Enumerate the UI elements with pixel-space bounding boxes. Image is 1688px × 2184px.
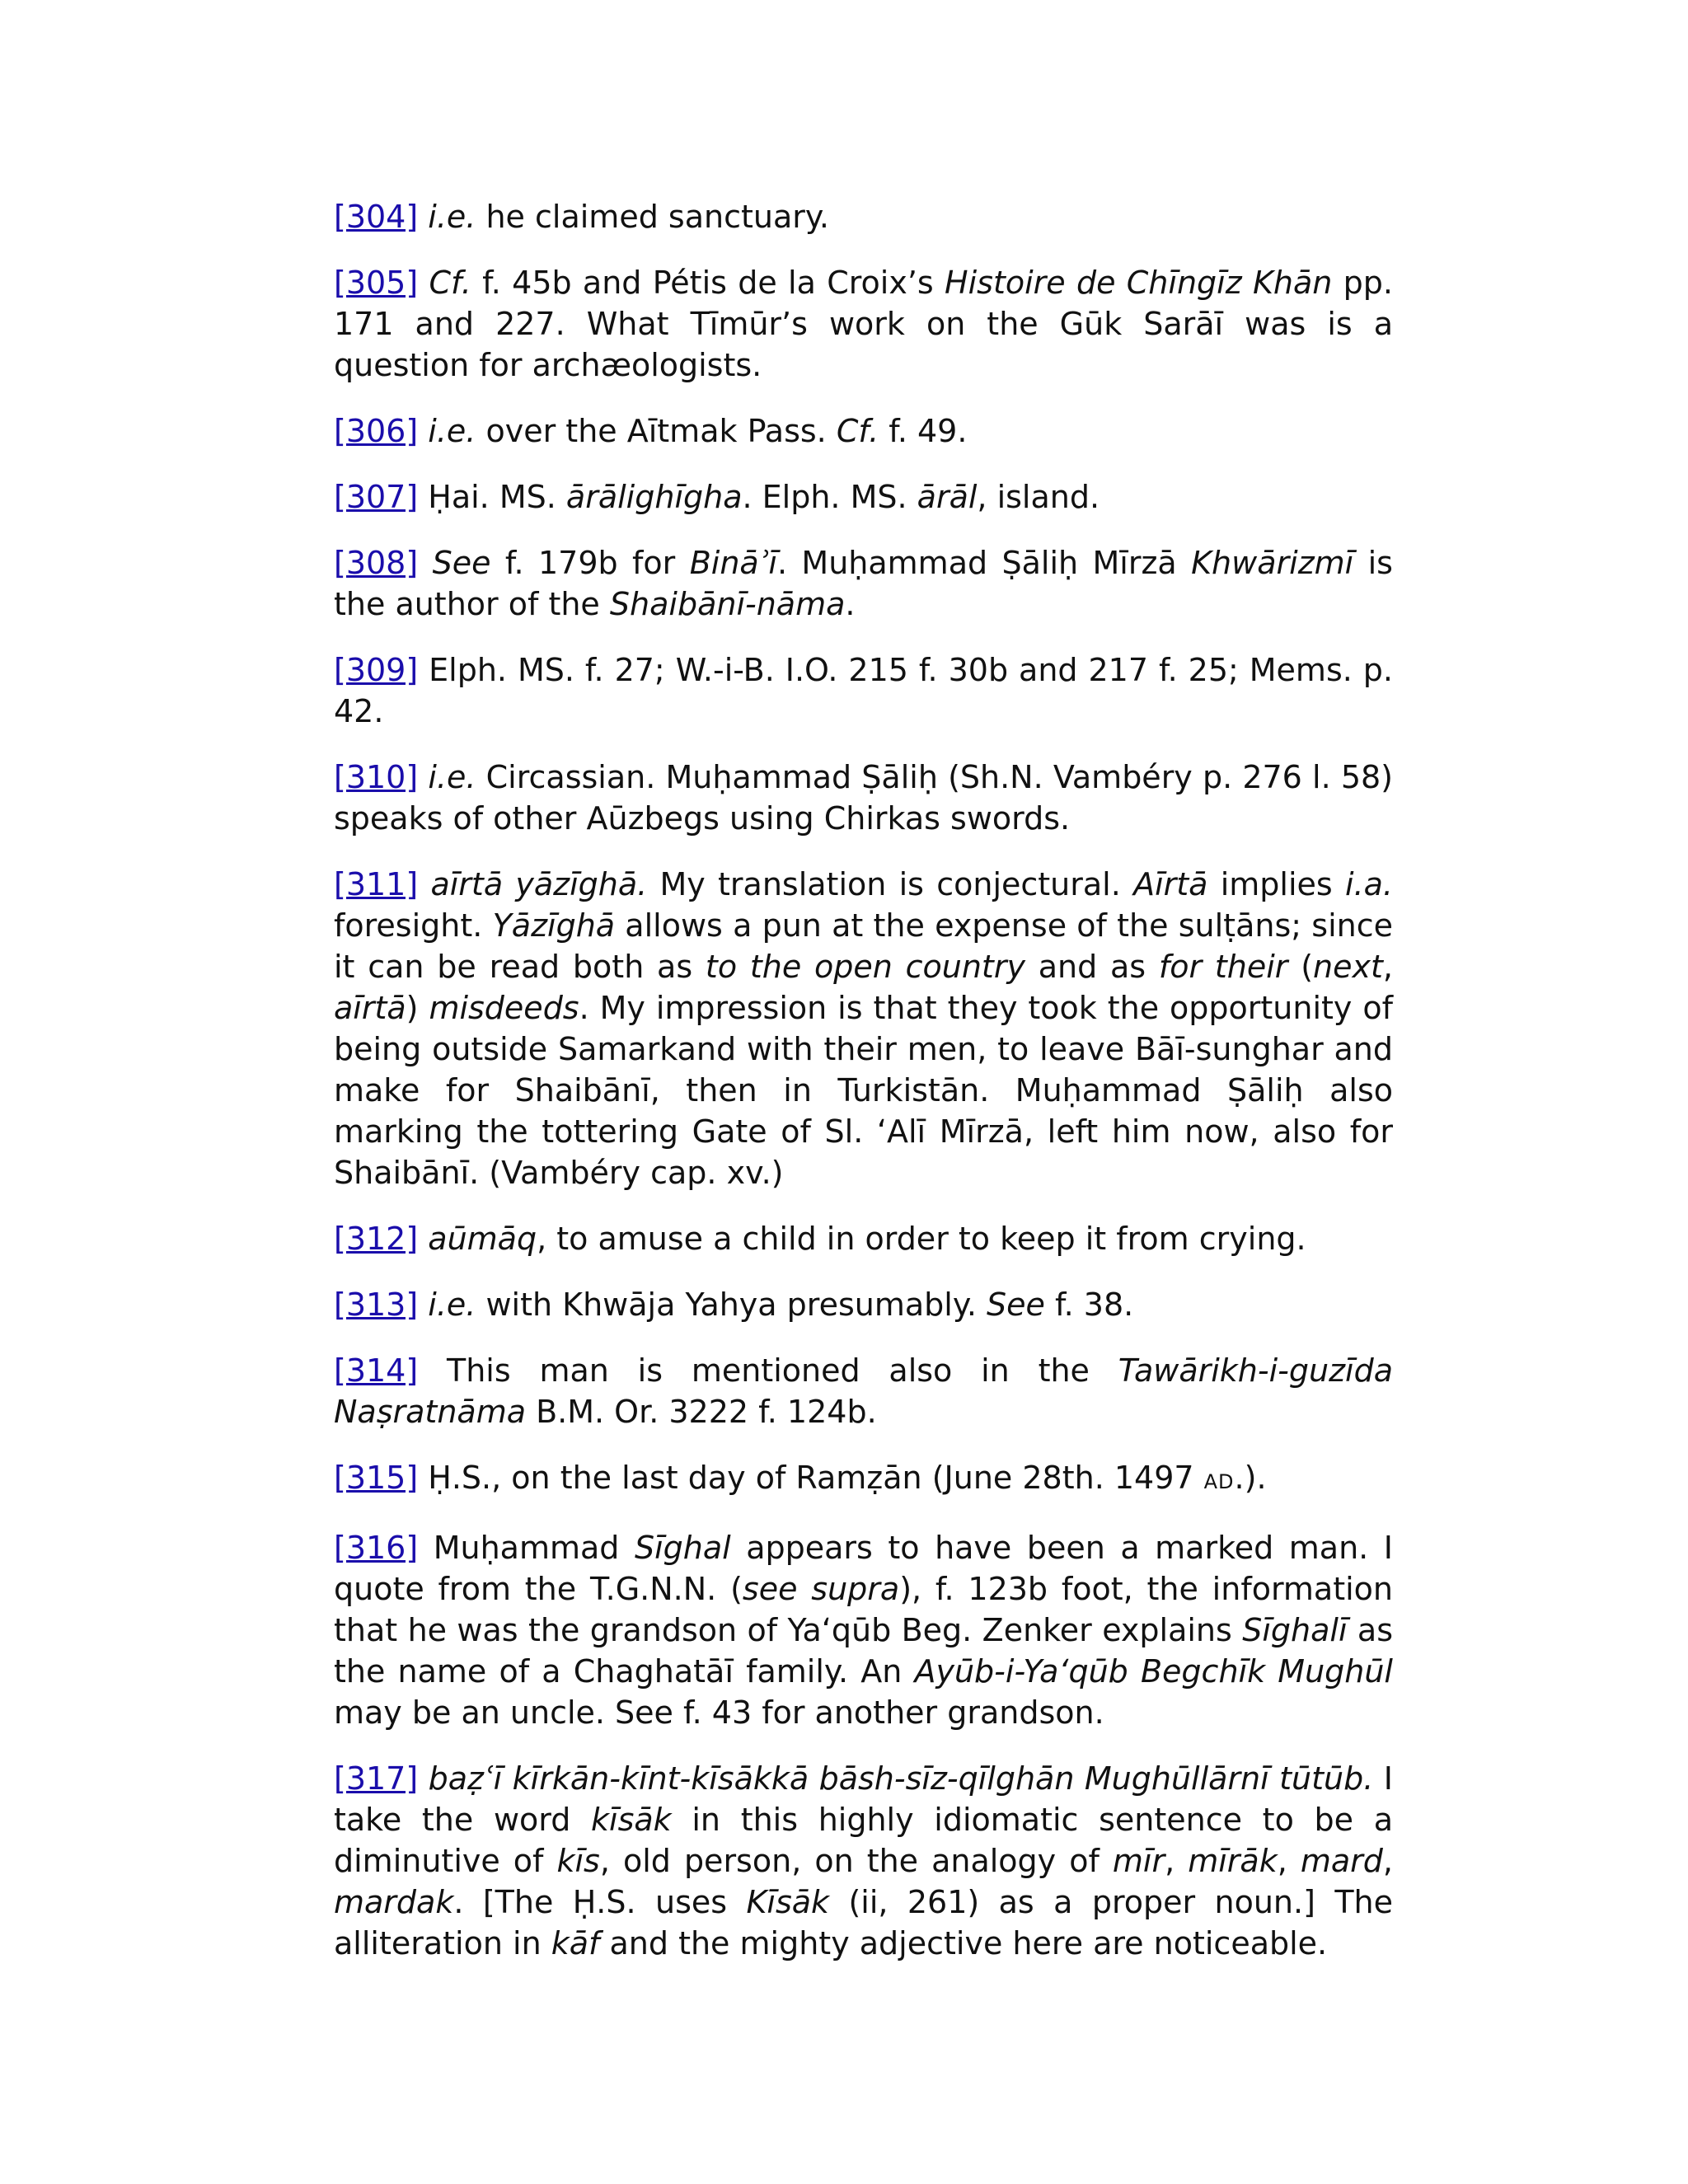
- footnote: [334, 1527, 1393, 1733]
- footnote-italic-text: i.e.: [428, 413, 476, 449]
- footnote-ref-link[interactable]: [308]: [334, 545, 419, 581]
- footnote-text: [418, 265, 429, 301]
- footnote-text: f. 179b for: [490, 545, 690, 581]
- footnote-italic-text: kīs: [556, 1843, 600, 1879]
- footnote: [334, 542, 1393, 625]
- footnote-italic-text: Bināʾī: [689, 545, 777, 581]
- footnote-text: implies: [1207, 866, 1345, 902]
- footnote-text: . My impression is that they took the opportunity of being outside Samarkand with their men, to leave Bāī-sunghar and make for Shaibānī, then in Turkistān. Muḥammad Ṣāliḥ also marking the tottering Gate of Sl. ‘Alī Mīrzā, left him now, also for Shaibānī. (Vambéry cap. xv.): [334, 990, 1393, 1191]
- footnote-text: . Elph. MS.: [742, 479, 917, 515]
- footnote-ref-link[interactable]: [316]: [334, 1530, 419, 1566]
- footnote-text: as the name of a Chaghatāī family. An: [334, 1612, 1393, 1690]
- footnote-italic-text: misdeeds: [429, 990, 579, 1026]
- footnote-text: , to amuse a child in order to keep it from crying.: [537, 1221, 1306, 1257]
- footnote-ref-link[interactable]: [313]: [334, 1286, 419, 1323]
- footnote-text: Ḥ.S., on the last day of Ramẓān (June 28th. 1497: [418, 1460, 1204, 1496]
- footnote-text: he claimed sanctuary.: [476, 199, 830, 235]
- footnote-text: , island.: [977, 479, 1100, 515]
- footnote-text: [418, 1286, 428, 1323]
- footnote-text: may be an uncle. See f. 43 for another grandson.: [334, 1694, 1104, 1731]
- footnote-ref-link[interactable]: [310]: [334, 759, 419, 795]
- footnote-italic-text: kīsāk: [591, 1802, 672, 1838]
- footnote-text: in this highly idiomatic sentence to be a diminutive of: [334, 1802, 1393, 1879]
- footnote-text: over the Aītmak Pass.: [476, 413, 837, 449]
- footnote-ref-link[interactable]: [312]: [334, 1221, 419, 1257]
- footnote-text: ,: [1382, 1843, 1393, 1879]
- footnote-text: and as: [1025, 949, 1159, 985]
- footnote-text: [418, 413, 428, 449]
- footnote-italic-text: Sīghal: [634, 1530, 731, 1566]
- footnote-ref-link[interactable]: [314]: [334, 1352, 419, 1389]
- footnote-text: [418, 1221, 428, 1257]
- footnote-text: .).: [1234, 1460, 1267, 1496]
- footnote-text: , old person, on the analogy of: [599, 1843, 1113, 1879]
- footnote-text: allows a pun at the expense of the sulṭāns; since it can be read both as: [334, 907, 1393, 985]
- footnote-text: . Muḥammad Ṣāliḥ Mīrzā: [776, 545, 1192, 581]
- footnote-italic-text: Histoire de Chīngīz Khān: [945, 265, 1333, 301]
- footnote-italic-text: See: [432, 545, 491, 581]
- footnote-italic-text: Shaibānī-nāma: [609, 586, 846, 622]
- footnote-italic-text: aūmāq: [428, 1221, 537, 1257]
- footnote-text: is the author of the: [334, 545, 1393, 622]
- footnote-text: with Khwāja Yahya presumably.: [476, 1286, 987, 1323]
- footnote-italic-text: kāf: [551, 1925, 600, 1961]
- footnote-italic-text: mard: [1300, 1843, 1383, 1879]
- footnote-italic-text: Cf.: [836, 413, 879, 449]
- footnote-italic-text: Yāzīghā: [492, 907, 616, 944]
- footnote: [334, 1284, 1393, 1325]
- footnote-ref-link[interactable]: [315]: [334, 1460, 419, 1496]
- footnote-text: ,: [1277, 1843, 1301, 1879]
- footnote-italic-text: Khwārizmī: [1191, 545, 1354, 581]
- footnote-italic-text: for their: [1158, 949, 1288, 985]
- footnote-italic-text: to the open country: [705, 949, 1025, 985]
- footnote-ref-link[interactable]: [307]: [334, 479, 419, 515]
- footnote-italic-text: i.e.: [428, 199, 476, 235]
- footnote-ref-link[interactable]: [309]: [334, 652, 419, 688]
- footnote-italic-text: aīrtā yāzīghā.: [430, 866, 648, 902]
- footnote-text: appears to have been a marked man. I quote from the T.G.N.N. (: [334, 1530, 1393, 1607]
- footnote: [334, 1350, 1393, 1432]
- footnote-italic-text: ārālighīgha: [565, 479, 743, 515]
- footnote-text: My translation is conjectural.: [647, 866, 1134, 902]
- footnote-ref-link[interactable]: [305]: [334, 265, 419, 301]
- footnote-italic-text: Tawārikh-i-guzīda Naṣratnāma: [334, 1352, 1393, 1430]
- footnote-text: pp. 171 and 227. What Tīmūr’s work on the Gūk Sarāī was is a question for archæologists.: [334, 265, 1393, 383]
- footnote-text: Ḥai. MS.: [418, 479, 566, 515]
- footnote-text: .: [845, 586, 856, 622]
- footnote-text: Circassian. Muḥammad Ṣāliḥ (Sh.N. Vambéry p. 276 l. 58) speaks of other Aūzbegs using Chirkas swords.: [334, 759, 1393, 837]
- footnote: [334, 196, 1393, 237]
- footnote-italic-text: ārāl: [917, 479, 978, 515]
- footnote-text: This man is mentioned also in the: [418, 1352, 1118, 1389]
- footnote-ref-link[interactable]: [304]: [334, 199, 419, 235]
- footnote-italic-text: aīrtā: [334, 990, 406, 1026]
- footnote-text: [418, 759, 428, 795]
- footnote-text: [418, 199, 428, 235]
- footnote-italic-text: i.e.: [428, 1286, 476, 1323]
- footnote-text: ,: [1382, 949, 1393, 985]
- footnote-italic-text: Kīsāk: [746, 1884, 830, 1920]
- footnote: [334, 1758, 1393, 1964]
- footnote-text: f. 49.: [879, 413, 968, 449]
- footnote-text: (: [1287, 949, 1314, 985]
- footnote-italic-text: mīr: [1112, 1843, 1165, 1879]
- footnote-text: ), f. 123b foot, the information that he was the grandson of Ya‘qūb Beg. Zenker explains: [334, 1571, 1393, 1648]
- footnote-list: [334, 196, 1393, 1989]
- footnote: [334, 649, 1393, 732]
- footnote-ref-link[interactable]: [306]: [334, 413, 419, 449]
- footnote-text: [418, 866, 430, 902]
- footnote: [334, 1218, 1393, 1259]
- footnote-text: ,: [1165, 1843, 1189, 1879]
- footnote-smallcaps-text: AD: [1203, 1470, 1235, 1493]
- footnote: [334, 864, 1393, 1193]
- footnote-text: foresight.: [334, 907, 493, 944]
- footnote-text: [418, 545, 432, 581]
- footnote: [334, 476, 1393, 518]
- footnote-italic-text: Cf.: [429, 265, 471, 301]
- footnote-text: ): [406, 990, 429, 1026]
- footnote-ref-link[interactable]: [317]: [334, 1760, 419, 1797]
- footnote-italic-text: see supra: [742, 1571, 900, 1607]
- footnote-italic-text: mardak: [334, 1884, 454, 1920]
- footnote: [334, 1457, 1393, 1502]
- footnote-text: (ii, 261) as a proper noun.] The alliteration in: [334, 1884, 1393, 1961]
- footnote-text: [418, 1760, 428, 1797]
- footnote-italic-text: next: [1313, 949, 1383, 985]
- footnote-italic-text: See: [987, 1286, 1045, 1323]
- footnote-italic-text: i.a.: [1344, 866, 1393, 902]
- footnote-italic-text: mīrāk: [1188, 1843, 1278, 1879]
- footnote-text: B.M. Or. 3222 f. 124b.: [526, 1394, 877, 1430]
- footnote-text: and the mighty adjective here are noticeable.: [599, 1925, 1328, 1961]
- footnote-text: I take the word: [334, 1760, 1393, 1838]
- footnote-ref-link[interactable]: [311]: [334, 866, 419, 902]
- footnote-text: . [The Ḥ.S. uses: [453, 1884, 747, 1920]
- footnote-italic-text: Aīrtā: [1133, 866, 1208, 902]
- footnote-text: f. 45b and Pétis de la Croix’s: [471, 265, 945, 301]
- footnote-text: Muḥammad: [418, 1530, 635, 1566]
- footnote-italic-text: i.e.: [428, 759, 476, 795]
- footnote: [334, 410, 1393, 452]
- footnote-italic-text: baẓʿī kīrkān-kīnt-kīsākkā bāsh-sīz-qīlghān Mughūllārnī tūtūb.: [428, 1760, 1374, 1797]
- footnote-text: Elph. MS. f. 27; W.-i-B. I.O. 215 f. 30b and 217 f. 25; Mems. p. 42.: [334, 652, 1393, 729]
- footnote: [334, 262, 1393, 386]
- footnote-italic-text: Ayūb-i-Ya‘qūb Begchīk Mughūl: [914, 1653, 1393, 1690]
- footnote-italic-text: Sīghalī: [1242, 1612, 1348, 1648]
- footnote-text: f. 38.: [1044, 1286, 1134, 1323]
- footnote: [334, 757, 1393, 839]
